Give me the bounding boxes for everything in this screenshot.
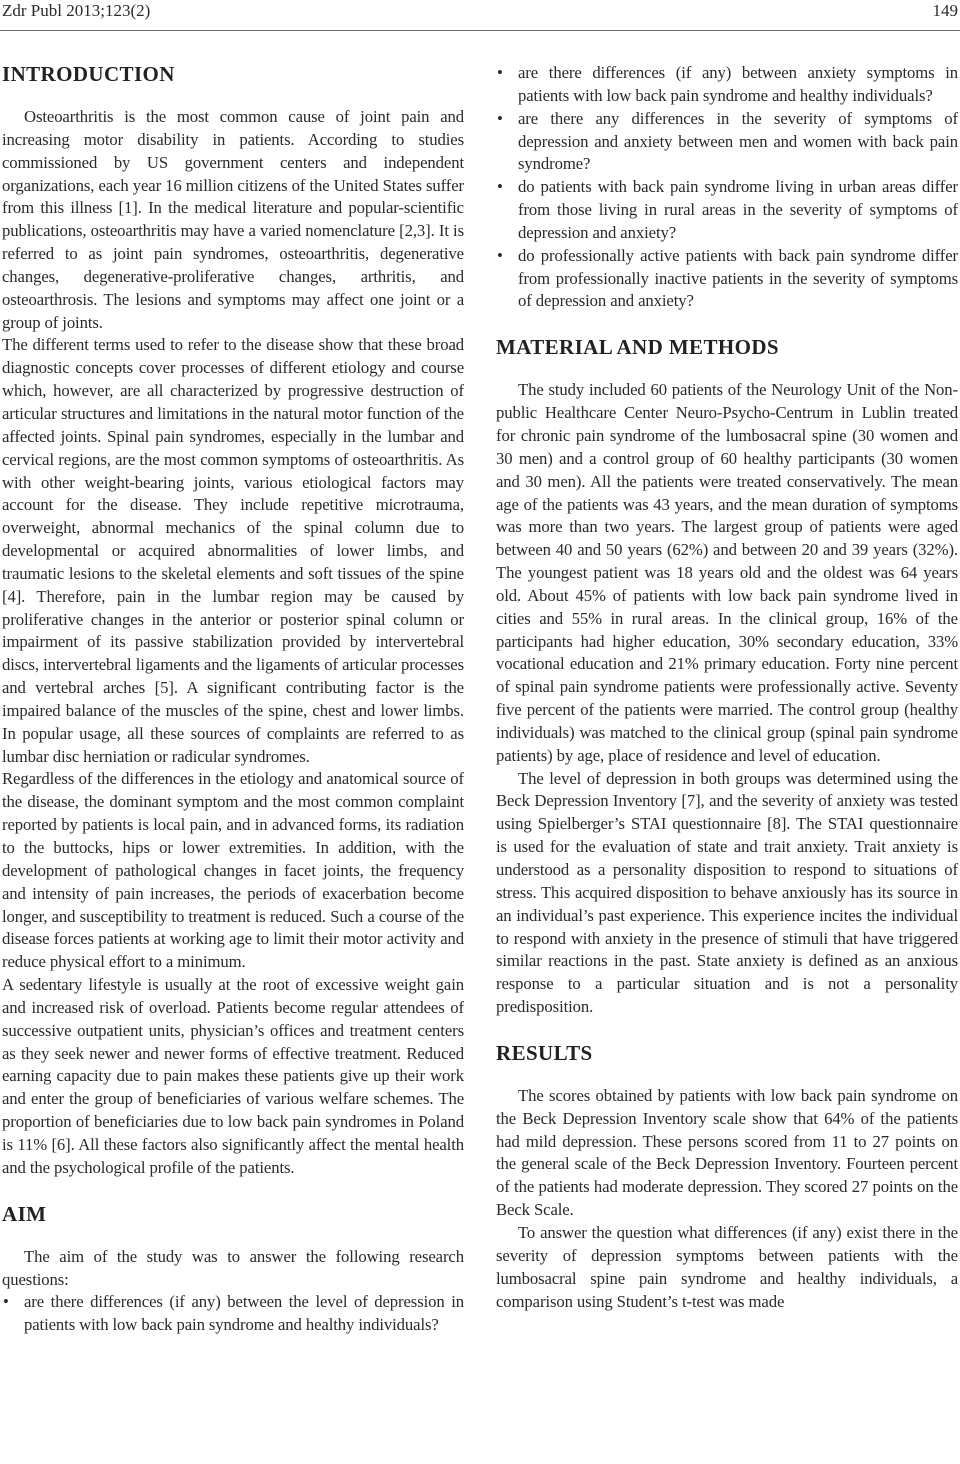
introduction-paragraph-1: Osteoarthritis is the most common cause of joint pain and increasing motor disability in patients. According to studies commissioned by US government centers and independent organizations, each year 16 million citizens of the United States suffer from this illness [1]. In the medical literature and popular-scientific publications, osteoarthritis may have a varied nomenclature [2,3]. It is referred to as joint pain syndromes, osteoarthritis, degenerative changes, degenerative-proliferative changes, arthritis, and osteoarthrosis. The lesions and symptoms may affect one joint or a group of joints. bbox=[2, 107, 464, 332]
introduction-paragraph-4: A sedentary lifestyle is usually at the root of excessive weight gain and increased risk of overload. Patients become regular attendees of successive outpatient units, physician’s offices and treatment centers as they seek newer and newer forms of effective treatment. Reduced earning capacity due to pain makes these patients give up their work and enter the group of beneficiaries of various welfare schemes. The proportion of beneficiaries due to low back pain syndromes in Poland is 11% [6]. All these factors also significantly affect the mental health and the psychological profile of the patients. bbox=[2, 975, 464, 1177]
bullet-icon: • bbox=[3, 1292, 9, 1312]
introduction-paragraph-2: The different terms used to refer to the disease show that these broad diagnostic concepts cover processes of different etiology and course which, however, are all characterized by progressive destruction of articular structures and limitations in the natural motor function of the affected joints. Spinal pain syndromes, especially in the lumbar and cervical regions, are the most common symptoms of osteoarthritis. As with other weight-bearing joints, various etiological factors may account for the disease. They include repetitive microtrauma, overweight, abnormal mechanics of the spinal column due to developmental or acquired abnormalities of lower limbs, and traumatic lesions to the skeletal elements and soft tissues of the spine [4]. Therefore, pain in the lumbar region may be caused by proliferative changes in the anterior or posterior spinal column or impairment of its passive stabilization provided by intervertebral discs, intervertebral ligaments and the ligaments of articular processes and vertebral arches [5]. A significant contributing factor is the impaired balance of the muscles of the spine, chest and lower limbs. In popular usage, all these sources of complaints are referred to as lumbar disc herniation or radicular syndromes. bbox=[2, 335, 464, 766]
bullet-icon: • bbox=[497, 63, 503, 82]
aim-questions-list bbox=[2, 1291, 464, 1337]
results-paragraph-2: To answer the question what differences (if any) exist there in the severity of depression symptoms between patients with the lumbosacral spine pain syndrome and healthy individuals, a comparison using Student’s t-test was made bbox=[496, 1222, 958, 1311]
introduction-heading: INTRODUCTION bbox=[2, 62, 175, 86]
aim-question: • are there differences (if any) between anxiety symptoms in patients with low back pain syndrome and healthy individuals? bbox=[497, 63, 958, 105]
aim-question: • are there any differences in the severity of symptoms of depression and anxiety between men and women with back pain syndrome? bbox=[497, 108, 958, 174]
methods-paragraph-1: The study included 60 patients of the Neurology Unit of the Non-public Healthcare Center Neuro-Psycho-Centrum in Lublin treated for chronic pain syndrome of the lumbosacral spine (30 women and 30 men) and a control group of 60 healthy participants (30 women and 30 men). All the patients were treated conservatively. The mean age of the patients was 43 years, and the mean duration of symptoms was more than two years. The largest group of patients were aged between 40 and 50 years (62%) and between 20 and 39 years (32%). The youngest patient was 18 years old and the oldest was 64 years old. About 45% of patients with low back pain syndrome lived in cities and 55% in rural areas. In the clinical group, 16% of the participants had higher education, 30% secondary education, 33% vocational education and 21% primary education. Forty nine percent of spinal pain syndrome patients were professionally active. Seventy five percent of the patients were married. The control group (healthy individuals) was matched to the clinical group (spinal pain syndrome patients) by age, place of residence and level of education. bbox=[496, 380, 958, 765]
results-paragraph-1: The scores obtained by patients with low back pain syndrome on the Beck Depression Inventory scale show that 64% of the patients had mild depression. These persons scored from 11 to 27 points on the general scale of the Beck Depression Inventory. Fourteen percent of the patients had moderate depression. They scored 27 points on the Beck Scale. bbox=[496, 1085, 958, 1220]
aim-questions-list-continued bbox=[496, 62, 958, 313]
aim-question: • are there differences (if any) between the level of depression in patients with low back pain syndrome and healthy individuals? bbox=[3, 1292, 464, 1335]
journal-citation: Zdr Publ 2013;123(2) bbox=[2, 1, 151, 20]
page-number: 149 bbox=[932, 1, 958, 20]
running-header bbox=[0, 0, 960, 31]
bullet-icon: • bbox=[497, 177, 503, 197]
right-column bbox=[496, 62, 958, 1313]
bullet-icon: • bbox=[497, 245, 503, 265]
left-column bbox=[2, 52, 464, 1337]
bullet-icon: • bbox=[497, 108, 503, 128]
aim-intro: The aim of the study was to answer the following research questions: bbox=[2, 1246, 464, 1289]
aim-heading: AIM bbox=[2, 1201, 47, 1226]
methods-heading: MATERIAL AND METHODS bbox=[496, 335, 779, 360]
aim-question: • do patients with back pain syndrome living in urban areas differ from those living in rural areas in the severity of symptoms of depression and anxiety? bbox=[497, 177, 958, 242]
results-heading: RESULTS bbox=[496, 1040, 593, 1065]
aim-question: • do professionally active patients with back pain syndrome differ from professionally inactive patients in the severity of symptoms of depression and anxiety? bbox=[497, 245, 958, 311]
methods-paragraph-2: The level of depression in both groups was determined using the Beck Depression Inventory [7], and the severity of anxiety was tested using Spielberger’s STAI questionnaire [8]. The STAI questionnaire is used for the evaluation of state and trait anxiety. Trait anxiety is understood as a personality disposition to respond to situations of stress. This acquired disposition to behave anxiously has its source in an individual’s past experience. This experience incites the individual to respond with anxiety in the presence of stimuli that have triggered similar reactions in the past. State anxiety is defined as an anxious response to a particular situation and is not a personality predisposition. bbox=[496, 768, 958, 1017]
introduction-paragraph-3: Regardless of the differences in the etiology and anatomical source of the disease, the dominant symptom and the most common complaint reported by patients is local pain, and in advanced forms, its radiation to the buttocks, hips or lower extremities. In addition, with the development of pathological changes in facet joints, the frequency and intensity of pain increases, the periods of exacerbation become longer, and susceptibility to treatment is reduced. Such a course of the disease forces patients at working age to limit their motor activity and reduce physical effort to a minimum. bbox=[2, 769, 464, 972]
